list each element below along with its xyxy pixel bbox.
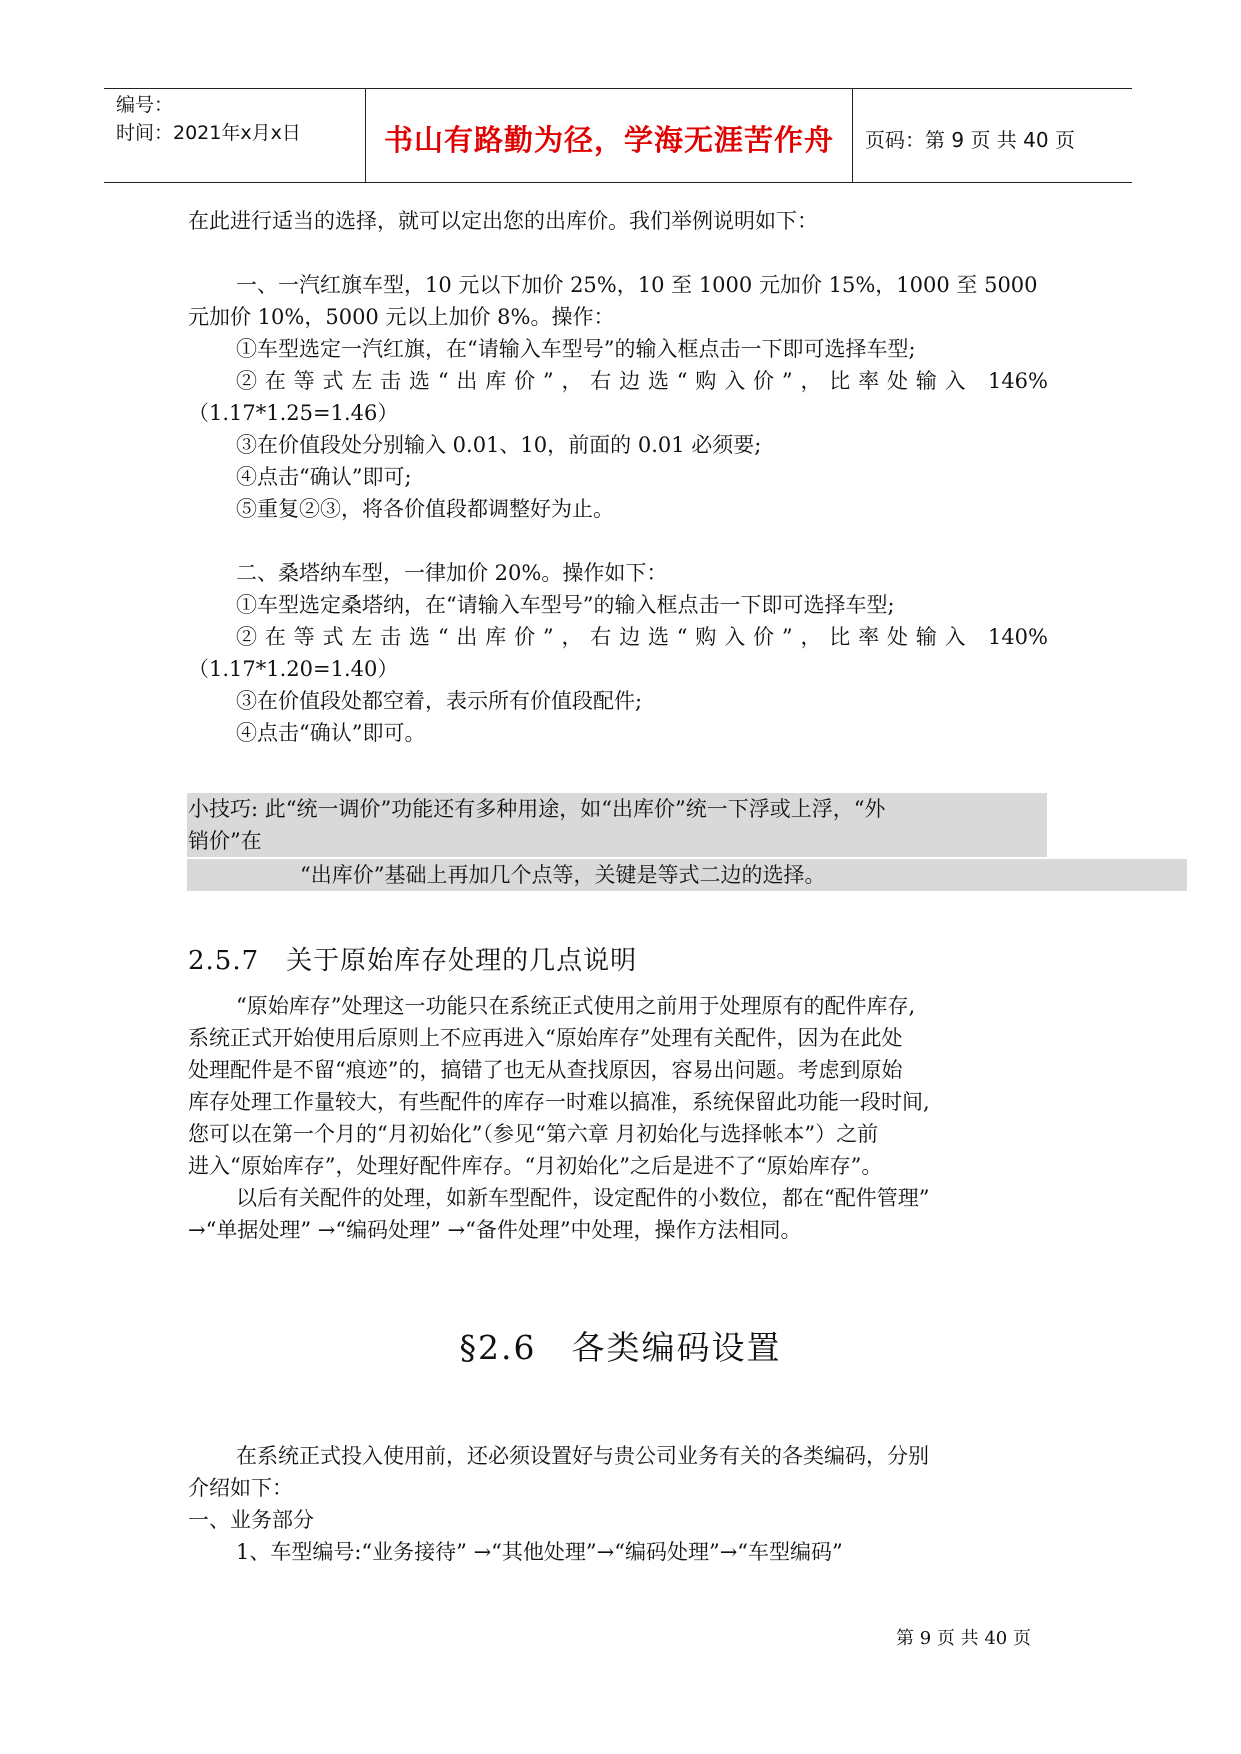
example1-step2: ②在等式左击选“出库价”，右边选“购入价”，比率处输入 146% — [236, 369, 1048, 393]
section-257-line: 进入“原始库存”，处理好配件库存。“月初始化”之后是进不了“原始库存”。 — [188, 1154, 883, 1178]
example2-line1: 二、桑塔纳车型，一律加价 20%。操作如下： — [236, 561, 668, 585]
section-257-body — [188, 990, 1048, 1246]
number-label: 编号： — [116, 94, 174, 116]
section-26-line: 一、业务部分 — [188, 1508, 314, 1532]
example2-step4: ④点击“确认”即可。 — [236, 721, 426, 745]
section-257-line: 库存处理工作量较大，有些配件的库存一时难以搞准，系统保留此功能一段时间, — [188, 1090, 930, 1114]
tip-text — [188, 793, 1048, 857]
section-26-line: 1、车型编号:“业务接待” →“其他处理”→“编码处理”→“车型编码” — [236, 1540, 843, 1564]
example1-step3: ③在价值段处分别输入 0.01、10，前面的 0.01 必须要; — [236, 433, 762, 457]
section-257-line: 以后有关配件的处理，如新车型配件，设定配件的小数位，都在“配件管理” — [236, 1186, 930, 1210]
section-257-line: 系统正式开始使用后原则上不应再进入“原始库存”处理有关配件，因为在此处 — [188, 1026, 903, 1050]
section-26-body — [188, 1440, 1048, 1568]
example2-step3: ③在价值段处都空着，表示所有价值段配件; — [236, 689, 643, 713]
example1-line1: 一、一汽红旗车型，10 元以下加价 25%，10 至 1000 元加价 15%，1000 至 5000 — [236, 273, 1038, 297]
body-section-examples — [188, 205, 1048, 749]
page-header — [104, 88, 1132, 183]
header-meta — [104, 89, 366, 182]
time-label: 时间：2021年x月x日 — [116, 122, 301, 144]
example2-step2: ②在等式左击选“出库价”，右边选“购入价”，比率处输入 140% — [236, 625, 1048, 649]
section-26-line: 介绍如下： — [188, 1476, 293, 1500]
tip-line1: 小技巧: 此“统一调价”功能还有多种用途，如“出库价”统一下浮或上浮，“外 — [188, 797, 886, 821]
section-257-line: 您可以在第一个月的“月初始化”（参见“第六章 月初始化与选择帐本”）之前 — [188, 1122, 879, 1146]
example1-step1: ①车型选定一汽红旗，在“请输入车型号”的输入框点击一下即可选择车型; — [236, 337, 916, 361]
tip-line2: 销价”在 — [188, 829, 262, 853]
tip-line3: “出库价”基础上再加几个点等，关键是等式二边的选择。 — [300, 863, 826, 887]
motto: 书山有路勤为径，学海无涯苦作舟 — [366, 89, 853, 182]
section-26-line: 在系统正式投入使用前，还必须设置好与贵公司业务有关的各类编码，分别 — [236, 1444, 929, 1468]
example1-step5: ⑤重复②③，将各价值段都调整好为止。 — [236, 497, 614, 521]
example1-line2: 元加价 10%，5000 元以上加价 8%。操作： — [188, 305, 615, 329]
section-257-line: 处理配件是不留“痕迹”的，搞错了也无从查找原因，容易出问题。考虑到原始 — [188, 1058, 903, 1082]
example2-step2-formula: （1.17*1.20=1.40） — [188, 657, 399, 681]
section-26-title: §2.6 各类编码设置 — [459, 1328, 782, 1367]
example2-step1: ①车型选定桑塔纳，在“请输入车型号”的输入框点击一下即可选择车型; — [236, 593, 895, 617]
example1-step2-formula: （1.17*1.25=1.46） — [188, 401, 399, 425]
example1-step4: ④点击“确认”即可; — [236, 465, 412, 489]
section-257-line: “原始库存”处理这一功能只在系统正式使用之前用于处理原有的配件库存, — [236, 994, 916, 1018]
section-257-title: 2.5.7 关于原始库存处理的几点说明 — [188, 946, 638, 976]
page-footer: 第 9 页 共 40 页 — [896, 1628, 1031, 1649]
section-257-line: →“单据处理” →“编码处理” →“备件处理”中处理，操作方法相同。 — [188, 1218, 802, 1242]
page-label: 页码：第 9 页 共 40 页 — [865, 128, 1075, 152]
intro-paragraph: 在此进行适当的选择，就可以定出您的出库价。我们举例说明如下： — [188, 209, 818, 233]
